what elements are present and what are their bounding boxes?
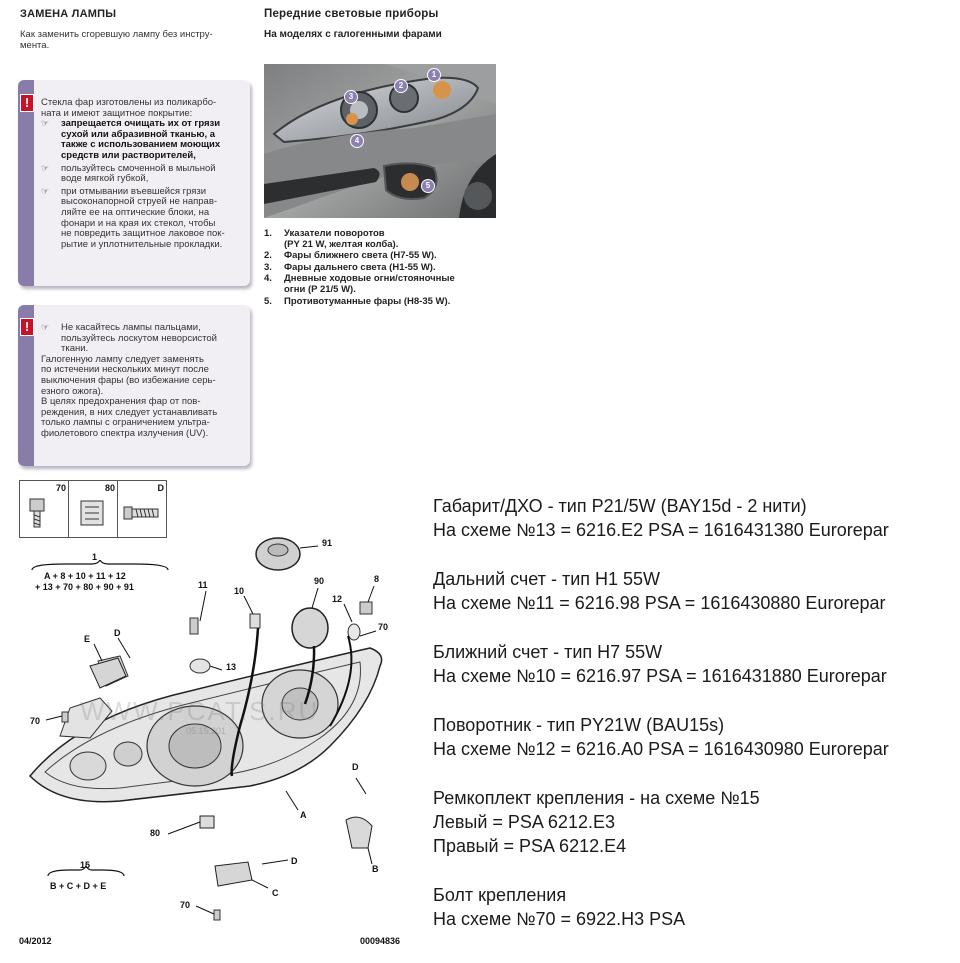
label-b: B — [372, 864, 379, 874]
note-2-text: ☞ Не касайтесь лампы пальцами, пользуйтесь лоскутом неворсистой ткани. Галогенную лампу следует заменять по истечении нескольких минут после выключения фары (во избежание серь- езного ожога). В целях предохранения фар от пов- реждения, в них следует устанавливать только лампы с ограничением ультра- фиолетового спектра излучения (UV). — [41, 323, 244, 440]
list-item: 5. Противотуманные фары (H8-35 W). — [264, 295, 451, 307]
note-bullet: ☞ при отмывании въевшейся грязи высоконапорной струей не направ- ляйте ее на оптические блоки, на фонари и на края их стекол, чтобы не повредить защитное лаковое пок- рытие и уплотнительные прокладки. — [41, 187, 244, 251]
note-bullet: ☞ Не касайтесь лампы пальцами, пользуйтесь лоскутом неворсистой ткани. — [41, 323, 244, 355]
label-70-left: 70 — [30, 716, 41, 726]
part-box-80: 80 — [68, 480, 118, 538]
footer-code: 00094836 — [360, 936, 401, 946]
group-15-number: 15 — [80, 860, 91, 870]
spec-group — [433, 786, 953, 858]
list-item: 3. Фары дальнего света (H1-55 W). — [264, 261, 436, 273]
label-70-top: 70 — [378, 622, 389, 632]
spec-group — [433, 494, 953, 542]
watermark: WWW.PCAT.S.RU — [80, 696, 320, 726]
note-bullet: ☞ запрещается очищать их от грязи сухой или абразивной тканью, а также с использованием моющих средств или растворителей, — [41, 119, 244, 161]
label-12: 12 — [332, 594, 343, 604]
spec-group — [433, 567, 953, 615]
label-13: 13 — [226, 662, 237, 672]
list-item: 4. Дневные ходовые огни/стояночные огни (P 21/5 W). — [264, 273, 455, 295]
spec-line: Поворотник - тип PY21W (BAU15s) — [433, 715, 725, 735]
lighting-subheading: На моделях с галогенными фарами — [264, 29, 442, 40]
section-heading: ЗАМЕНА ЛАМПЫ — [20, 8, 117, 20]
headlight-photo — [264, 64, 496, 218]
group-1-line-2: + 13 + 70 + 80 + 90 + 91 — [35, 582, 134, 592]
part-box-d: D — [117, 480, 167, 538]
callout-4: 4 — [350, 134, 364, 148]
group-1-line-1: A + 8 + 10 + 11 + 12 — [44, 571, 126, 581]
label-70-bottom: 70 — [180, 900, 191, 910]
exploded-diagram — [0, 476, 420, 963]
list-item: 1. Указатели поворотов (PY 21 W, желтая колба). — [264, 228, 399, 250]
spec-line: На схеме №11 = 6216.98 PSA = 1616430880 Eurorepar — [433, 593, 886, 613]
label-80: 80 — [150, 828, 161, 838]
note-1-text: Стекла фар изготовлены из поликарбо- ната и имеют защитное покрытие: ☞ запрещается очищать их от грязи сухой или абразивной тканью, а также с использованием моющих средств или растворителей, ☞ пользуйтесь смоченной в мыльной воде мягкой губкой, ☞ при отмывании въевшейся грязи высоконапорной струей не направ- ляйте ее на оптические блоки, на фонари и на края их стекол, чтобы не повредить защитное лаковое пок- рытие и уплотнительные прокладки. — [41, 98, 244, 250]
spec-line: Габарит/ДХО - тип P21/5W (BAY15d - 2 нити) — [433, 496, 807, 516]
group-1-number: 1 — [92, 552, 98, 562]
label-91: 91 — [322, 538, 333, 548]
spec-group — [433, 713, 953, 761]
spec-line: Дальний счет - тип H1 55W — [433, 569, 661, 589]
list-item: 2. Фары ближнего света (H7-55 W). — [264, 250, 437, 262]
spec-line: На схеме №10 = 6216.97 PSA = 1616431880 Eurorepar — [433, 666, 887, 686]
spec-group — [433, 883, 953, 931]
label-90: 90 — [314, 576, 325, 586]
group-15-line: B + C + D + E — [50, 881, 107, 891]
label-a: A — [300, 810, 307, 820]
specs-block — [433, 494, 953, 931]
spec-line: На схеме №12 = 6216.A0 PSA = 1616430980 Eurorepar — [433, 739, 889, 759]
spec-line: Правый = PSA 6212.E4 — [433, 836, 627, 856]
label-c: C — [272, 888, 279, 898]
label-8: 8 — [374, 574, 380, 584]
label-d-3: D — [291, 856, 298, 866]
spec-group — [433, 640, 953, 688]
watermark-date: 05.15.201 — [186, 726, 227, 736]
lighting-heading: Передние световые приборы — [264, 8, 439, 20]
callout-3: 3 — [344, 90, 358, 104]
spec-line: На схеме №13 = 6216.E2 PSA = 1616431380 Eurorepar — [433, 520, 889, 540]
label-d-1: D — [114, 628, 121, 638]
label-10: 10 — [234, 586, 245, 596]
callout-1: 1 — [427, 68, 441, 82]
note-bullet: ☞ пользуйтесь смоченной в мыльной воде мягкой губкой, — [41, 164, 244, 185]
car-front-illustration — [264, 64, 496, 218]
label-d-2: D — [352, 762, 359, 772]
warning-note-2 — [18, 305, 250, 466]
lamp-list — [264, 229, 504, 307]
spec-line: Ремкоплект крепления - на схеме №15 — [433, 788, 760, 808]
intro-text: Как заменить сгоревшую лампу без инстру- мента. — [20, 29, 213, 51]
spec-line: Левый = PSA 6212.E3 — [433, 812, 615, 832]
warning-icon: ! — [20, 318, 34, 336]
spec-line: Болт крепления — [433, 885, 567, 905]
footer-date: 04/2012 — [19, 936, 52, 946]
label-e: E — [84, 634, 91, 644]
callout-5: 5 — [421, 179, 435, 193]
part-box-70: 70 — [19, 480, 69, 538]
warning-note-1 — [18, 80, 250, 286]
label-11: 11 — [198, 580, 208, 590]
callout-2: 2 — [394, 79, 408, 93]
spec-line: Ближний счет - тип H7 55W — [433, 642, 663, 662]
warning-icon: ! — [20, 94, 34, 112]
spec-line: На схеме №70 = 6922.H3 PSA — [433, 909, 686, 929]
